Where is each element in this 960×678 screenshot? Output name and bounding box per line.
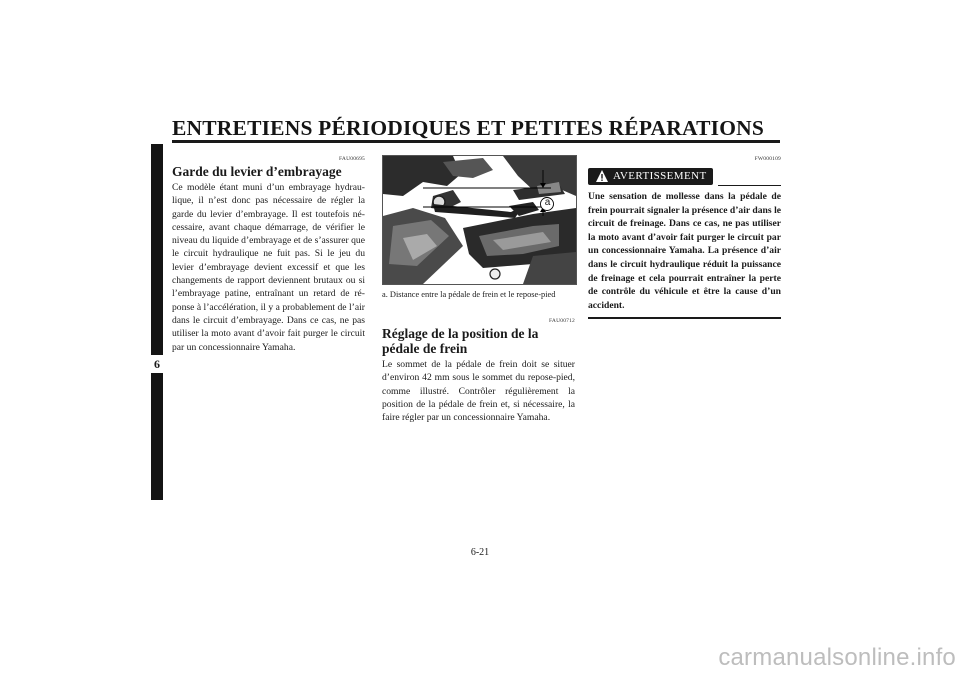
- figure-marker: a: [544, 197, 551, 208]
- header-rule: [172, 140, 780, 143]
- chapter-tab: [151, 144, 163, 500]
- watermark: carmanualsonline.info: [718, 644, 956, 671]
- column-3: [588, 156, 781, 319]
- warning-header: [588, 166, 781, 188]
- column-1: [172, 156, 365, 354]
- section-body-brake-pedal: Le sommet de la pédale de frein doit se situer d’environ 42 mm sous le sommet du repose-pied, comme illustré. Contrôler régulièrement la position de la pédale de frein et, si nécessaire, la faire régler par un concessionnaire Yamaha.: [382, 359, 575, 424]
- warning-triangle-icon: [595, 169, 609, 183]
- brake-pedal-drawing: [383, 156, 576, 284]
- section-body-clutch: Ce modèle étant muni d’un embrayage hydraulique, il n’est donc pas nécessaire de régler la garde du levier d’embrayage. Il est toutefois nécessaire, avant chaque démarrage, de vérifier le niveau du liquide d’embrayage et de s’assurer que le circuit hydraulique ne fuit pas. Si le jeu du levier d’embrayage devient excessif et que les changements de rapport deviennent brutaux ou si l’embrayage patine, entraînant un retard de réponse à l’accélération, il y a probablement de l’air dans le circuit d’embrayage. Dans ce cas, ne pas utiliser la moto avant d’avoir fait purger le circuit par un concessionnaire Yamaha.: [172, 182, 365, 353]
- chapter-number: 6: [151, 355, 163, 373]
- warning-badge: [588, 168, 713, 185]
- warning-bottom-rule: [588, 317, 781, 319]
- section-heading-brake-pedal: Réglage de la position de la pédale de frein: [382, 326, 539, 356]
- page-number: 6-21: [470, 547, 490, 558]
- page-header-title: ENTRETIENS PÉRIODIQUES ET PETITES RÉPARATIONS: [172, 116, 765, 140]
- section-code: FAU00695: [339, 156, 365, 162]
- section-code: FAU00712: [549, 318, 575, 324]
- brake-pedal-illustration: [382, 155, 577, 285]
- warning-rule: [718, 185, 781, 186]
- section-heading-clutch: Garde du levier d’embrayage: [172, 164, 342, 179]
- column-2: [382, 155, 575, 424]
- figure-caption: a. Distance entre la pédale de frein et le repose-pied: [382, 290, 556, 299]
- warning-text: Une sensation de mollesse dans la pédale de frein pourrait signaler la présence d’air dans le circuit de freinage. Dans ce cas, ne pas utiliser la moto avant d’avoir fait purger le circuit par un concessionnaire Yamaha. La présence d’air dans le circuit hydraulique réduit la puissance de freinage et cela pourrait entraîner la perte de contrôle du véhicule et être la cause d’un accident.: [588, 191, 781, 311]
- warning-label: AVERTISSEMENT: [613, 170, 707, 182]
- warning-code: FW000109: [754, 156, 781, 162]
